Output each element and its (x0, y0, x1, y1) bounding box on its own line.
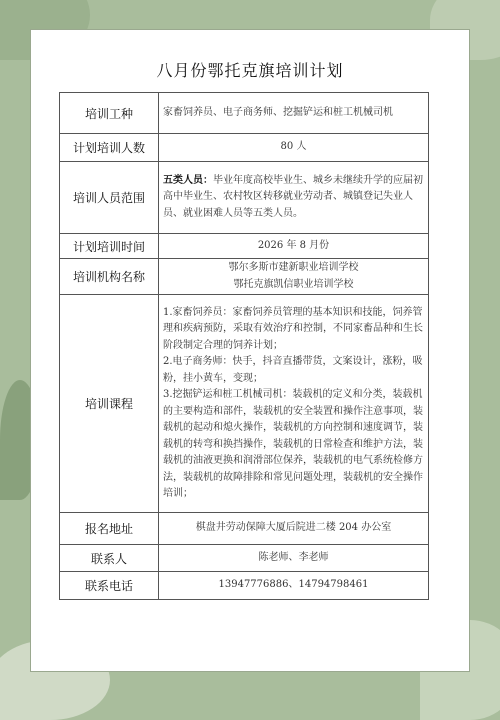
row-label: 计划培训人数 (60, 134, 159, 162)
planned-count-value: 80 人 (159, 134, 429, 162)
institution-name: 鄂托克旗凯信职业培训学校 (233, 278, 354, 290)
table-row (60, 513, 429, 545)
row-label: 培训机构名称 (60, 259, 159, 295)
course-value (159, 295, 429, 513)
phone-value: 13947776886、14794798461 (159, 572, 429, 600)
contact-person-value: 陈老师、李老师 (159, 545, 429, 572)
institution-value (159, 259, 429, 295)
training-types-value: 家畜饲养员、电子商务师、挖掘铲运和桩工机械司机 (159, 93, 429, 134)
address-value: 棋盘井劳动保障大厦后院进二楼 204 办公室 (159, 513, 429, 545)
training-time-value: 2026 年 8 月份 (159, 234, 429, 259)
table-row (60, 134, 429, 162)
course-item: 3.挖掘铲运和桩工机械司机：装载机的定义和分类，装载机的主要构造和部件，装载机的安全装置和操作注意事项，装载机的起动和熄火操作，装载机的方向控制和速度调节，装载机的转弯和换挡操作，装载机的日常检查和维护方法，装载机的油液更换和润滑部位保养，装载机的电气系统检修方法，装载机的故障排除和常见问题处理，装载机的安全操作培训； (163, 389, 423, 499)
row-label: 培训人员范围 (60, 162, 159, 234)
row-label: 培训课程 (60, 295, 159, 513)
training-plan-table (59, 92, 429, 600)
scope-lead: 五类人员： (163, 174, 213, 186)
table-row (60, 572, 429, 600)
scope-text: 毕业年度高校毕业生、城乡未继续升学的应届初高中毕业生、农村牧区转移就业劳动者、城镇登记失业人员、就业困难人员等五类人员。 (163, 174, 423, 219)
page-title: 八月份鄂托克旗培训计划 (156, 61, 344, 80)
table-row (60, 162, 429, 234)
row-label: 计划培训时间 (60, 234, 159, 259)
table-row (60, 545, 429, 572)
row-label: 联系电话 (60, 572, 159, 600)
institution-name: 鄂尔多斯市建新职业培训学校 (228, 262, 359, 273)
course-item: 2.电子商务师：快手，抖音直播带货，文案设计，涨粉，吸粉，挂小黄车，变现； (163, 356, 423, 384)
table-row (60, 295, 429, 513)
table-row (60, 259, 429, 295)
trainee-scope-value (159, 162, 429, 234)
table-row (60, 234, 429, 259)
row-label: 联系人 (60, 545, 159, 572)
course-item: 1.家畜饲养员：家畜饲养员管理的基本知识和技能，饲养管理和疾病预防，采取有效治疗和控制，不同家畜品种和生长阶段制定合理的饲养计划； (163, 306, 423, 351)
row-label: 报名地址 (60, 513, 159, 545)
row-label: 培训工种 (60, 93, 159, 134)
table-row (60, 93, 429, 134)
